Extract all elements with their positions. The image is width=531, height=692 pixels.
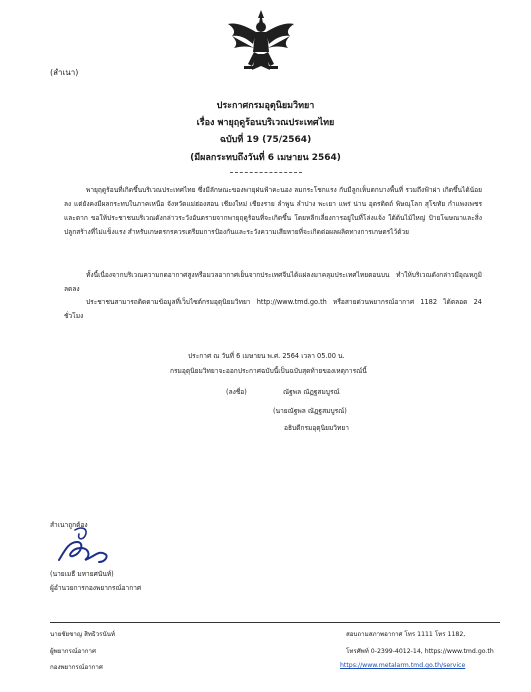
body-paragraph-1: พายุฤดูร้อนที่เกิดขึ้นบริเวณประเทศไทย ซึ่งมีลักษณะของพายุฝนฟ้าคะนอง ลมกระโชกแรง กับมีลูกเห็บตกบางพื้นที่ รวมถึงฟ้าผ่า เกิดขึ้นได้น้อยลง แต่ยังคงมีผลกระทบในภาคเหนือ จังหวัดแม่ฮ่องสอน เชียงใหม่ เชียงราย ลำพูน ลำปาง พะเยา แพร่ น่าน อุตรดิตถ์ พิษณุโลก สุโขทัย กำแพงเพชร และตาก ขอให้ประชาชนบริเวณดังกล่าวระวังอันตรายจากพายุฤดูร้อนที่จะเกิดขึ้น โดยหลีกเลี่ยงการอยู่ในที่โล่งแจ้ง ใต้ต้นไม้ใหญ่ ป้ายโฆษณาและสิ่งปลูกสร้างที่ไม่แข็งแรง สำหรับเกษตรกรควรเตรียมการป้องกันและระวังความเสียหายที่จะเกิดต่อผลผลิตทางการเกษตรไว้ด้วย bbox=[64, 186, 482, 236]
footer-forecaster-role: ผู้พยากรณ์อากาศ bbox=[50, 648, 96, 655]
body-paragraph-3: ประชาชนสามารถติดตามข้อมูลที่เว็บไซต์กรมอุตุนิยมวิทยา http://www.tmd.go.th หรือสายด่วนพยากรณ์อากาศ 1182 ได้ตลอด 24 ชั่วโมง bbox=[64, 298, 482, 320]
body-paragraph-2: ทั้งนี้เนื่องจากบริเวณความกดอากาศสูงหรือมวลอากาศเย็นจากประเทศจีนได้แผ่ลงมาคลุมประเทศไทยตอนบน ทำให้บริเวณดังกล่าวมีอุณหภูมิลดลง bbox=[64, 271, 482, 293]
certifier-name: (นายเมธี มหายศนันท์) bbox=[50, 570, 114, 578]
footer-division: กองพยากรณ์อากาศ bbox=[50, 664, 103, 671]
signer-title: อธิบดีกรมอุตุนิยมวิทยา bbox=[284, 424, 349, 432]
garuda-emblem-icon bbox=[226, 8, 296, 80]
effective-date: (มีผลกระทบถึงวันที่ 6 เมษายน 2564) bbox=[190, 153, 341, 163]
signer-full-name: (นายณัฐพล ณัฏฐสมบูรณ์) bbox=[273, 407, 347, 415]
footer-contact-phone: โทรศัพท์ 0-2399-4012-14, https://www.tmd.go.th bbox=[346, 648, 494, 655]
footer-contact-hotline: สอบถามสภาพอากาศ โทร 1111 โทร 1182, bbox=[346, 631, 466, 638]
announcement-date: ประกาศ ณ วันที่ 6 เมษายน พ.ศ. 2564 เวลา 05.00 น. bbox=[188, 352, 345, 360]
issue-number: ฉบับที่ 19 (75/2564) bbox=[219, 135, 312, 145]
title-separator bbox=[230, 172, 302, 173]
footer-divider bbox=[50, 622, 500, 623]
certified-copy-label: สำเนาถูกต้อง bbox=[50, 521, 88, 529]
document-subject: เรื่อง พายุฤดูร้อนบริเวณประเทศไทย bbox=[196, 118, 335, 128]
signer-name: ณัฐพล ณัฏฐสมบูรณ์ bbox=[283, 388, 340, 396]
next-notice: กรมอุตุนิยมวิทยาจะออกประกาศฉบับนี้เป็นฉบับสุดท้ายของเหตุการณ์นี้ bbox=[170, 367, 367, 375]
footer-forecaster-name: นายชัยชาญ สิทธิวรนันท์ bbox=[50, 631, 116, 638]
copy-mark: (สำเนา) bbox=[50, 68, 79, 77]
handwritten-signature bbox=[55, 520, 115, 568]
signed-label: (ลงชื่อ) bbox=[226, 388, 247, 396]
footer-service-link[interactable]: https://www.metalarm.tmd.go.th/service bbox=[340, 662, 466, 669]
document-title: ประกาศกรมอุตุนิยมวิทยา bbox=[216, 101, 315, 111]
certifier-position: ผู้อำนวยการกองพยากรณ์อากาศ bbox=[50, 584, 142, 592]
